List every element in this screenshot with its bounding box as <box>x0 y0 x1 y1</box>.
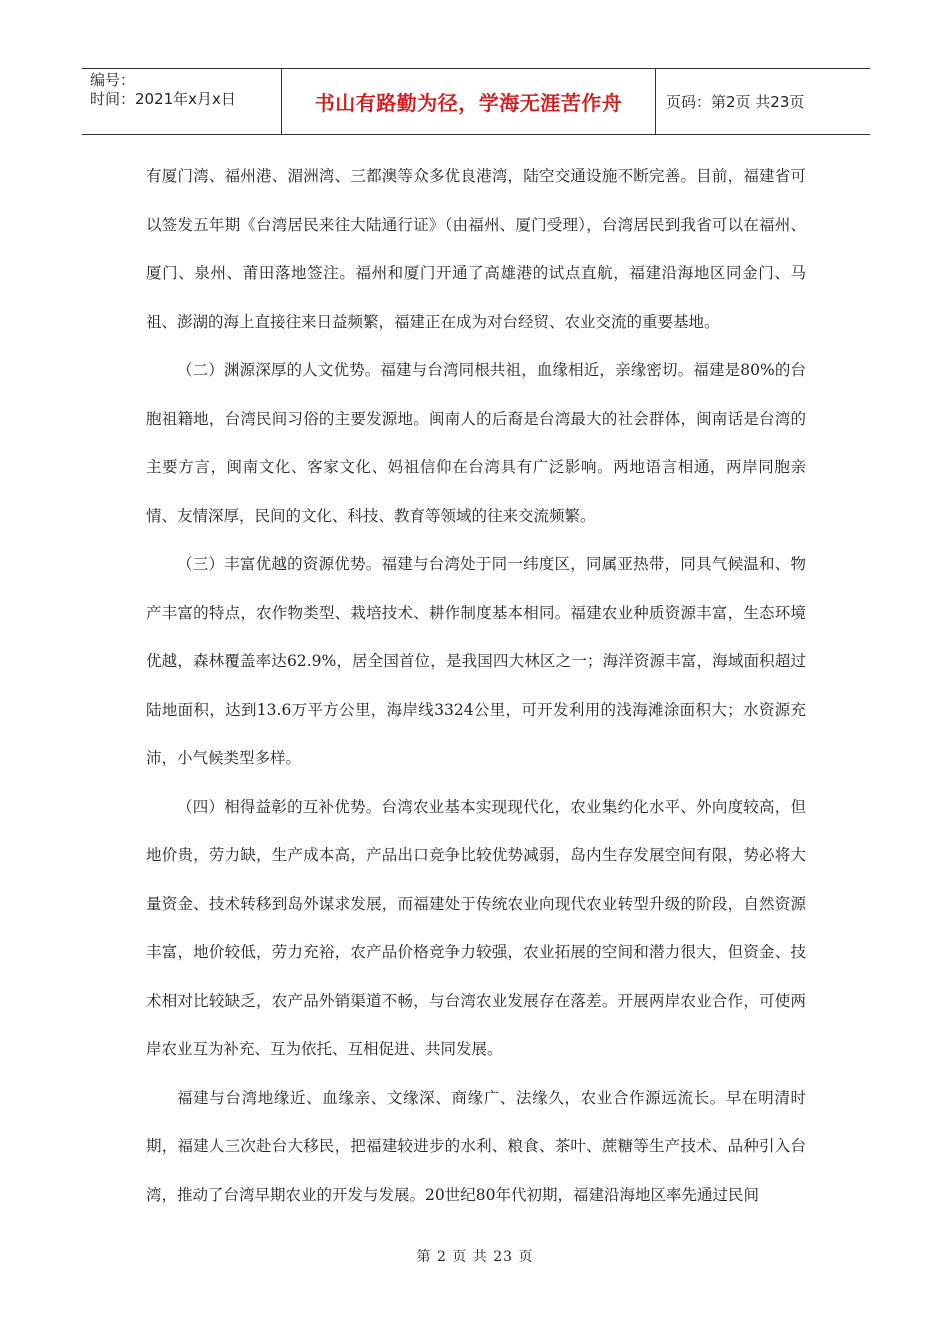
document-number-label: 编号： <box>90 71 136 89</box>
header-page-info: 页码：第2页 共23页 <box>666 93 805 111</box>
page-header <box>82 68 870 135</box>
page-footer: 第 2 页 共 23 页 <box>416 1249 534 1265</box>
document-body <box>146 152 806 1219</box>
header-meta <box>82 69 282 134</box>
body-paragraph-continued: 有厦门湾、福州港、湄洲湾、三都澳等众多优良港湾，陆空交通设施不断完善。目前，福建省可以签发五年期《台湾居民来往大陆通行证》（由福州、厦门受理），台湾居民到我省可以在福州、厦门、泉州、莆田落地签注。福州和厦门开通了高雄港的试点直航，福建沿海地区同金门、马祖、澎湖的海上直接往来日益频繁，福建正在成为对台经贸、农业交流的重要基地。 <box>146 167 806 331</box>
document-date-label: 时间：2021年x月x日 <box>90 90 236 108</box>
body-paragraph-resource-advantage: （三）丰富优越的资源优势。福建与台湾处于同一纬度区，同属亚热带，同具气候温和、物产丰富的特点，农作物类型、栽培技术、耕作制度基本相同。福建农业种质资源丰富，生态环境优越，森林覆盖率达62.9%，居全国首位，是我国四大林区之一；海洋资源丰富，海域面积超过陆地面积，达到13.6万平方公里，海岸线3324公里，可开发利用的浅海滩涂面积大；水资源充沛，小气候类型多样。 <box>146 555 806 767</box>
header-motto: 书山有路勤为径，学海无涯苦作舟 <box>282 69 656 134</box>
body-paragraph-cultural-advantage: （二）渊源深厚的人文优势。福建与台湾同根共祖，血缘相近，亲缘密切。福建是80%的台胞祖籍地，台湾民间习俗的主要发源地。闽南人的后裔是台湾最大的社会群体，闽南话是台湾的主要方言，闽南文化、客家文化、妈祖信仰在台湾具有广泛影响。两地语言相通，两岸同胞亲情、友情深厚，民间的文化、科技、教育等领域的往来交流频繁。 <box>146 361 806 525</box>
body-paragraph-history: 福建与台湾地缘近、血缘亲、文缘深、商缘广、法缘久，农业合作源远流长。早在明清时期，福建人三次赴台大移民，把福建较进步的水利、粮食、茶叶、蔗糖等生产技术、品种引入台湾，推动了台湾早期农业的开发与发展。20世纪80年代初期，福建沿海地区率先通过民间 <box>146 1088 806 1204</box>
body-paragraph-complementary-advantage: （四）相得益彰的互补优势。台湾农业基本实现现代化，农业集约化水平、外向度较高，但地价贵，劳力缺，生产成本高，产品出口竞争比较优势减弱，岛内生存发展空间有限，势必将大量资金、技术转移到岛外谋求发展，而福建处于传统农业向现代农业转型升级的阶段，自然资源丰富，地价较低，劳力充裕，农产品价格竞争力较强，农业拓展的空间和潜力很大，但资金、技术相对比较缺乏，农产品外销渠道不畅，与台湾农业发展存在落差。开展两岸农业合作，可使两岸农业互为补充、互为依托、互相促进、共同发展。 <box>146 797 806 1058</box>
